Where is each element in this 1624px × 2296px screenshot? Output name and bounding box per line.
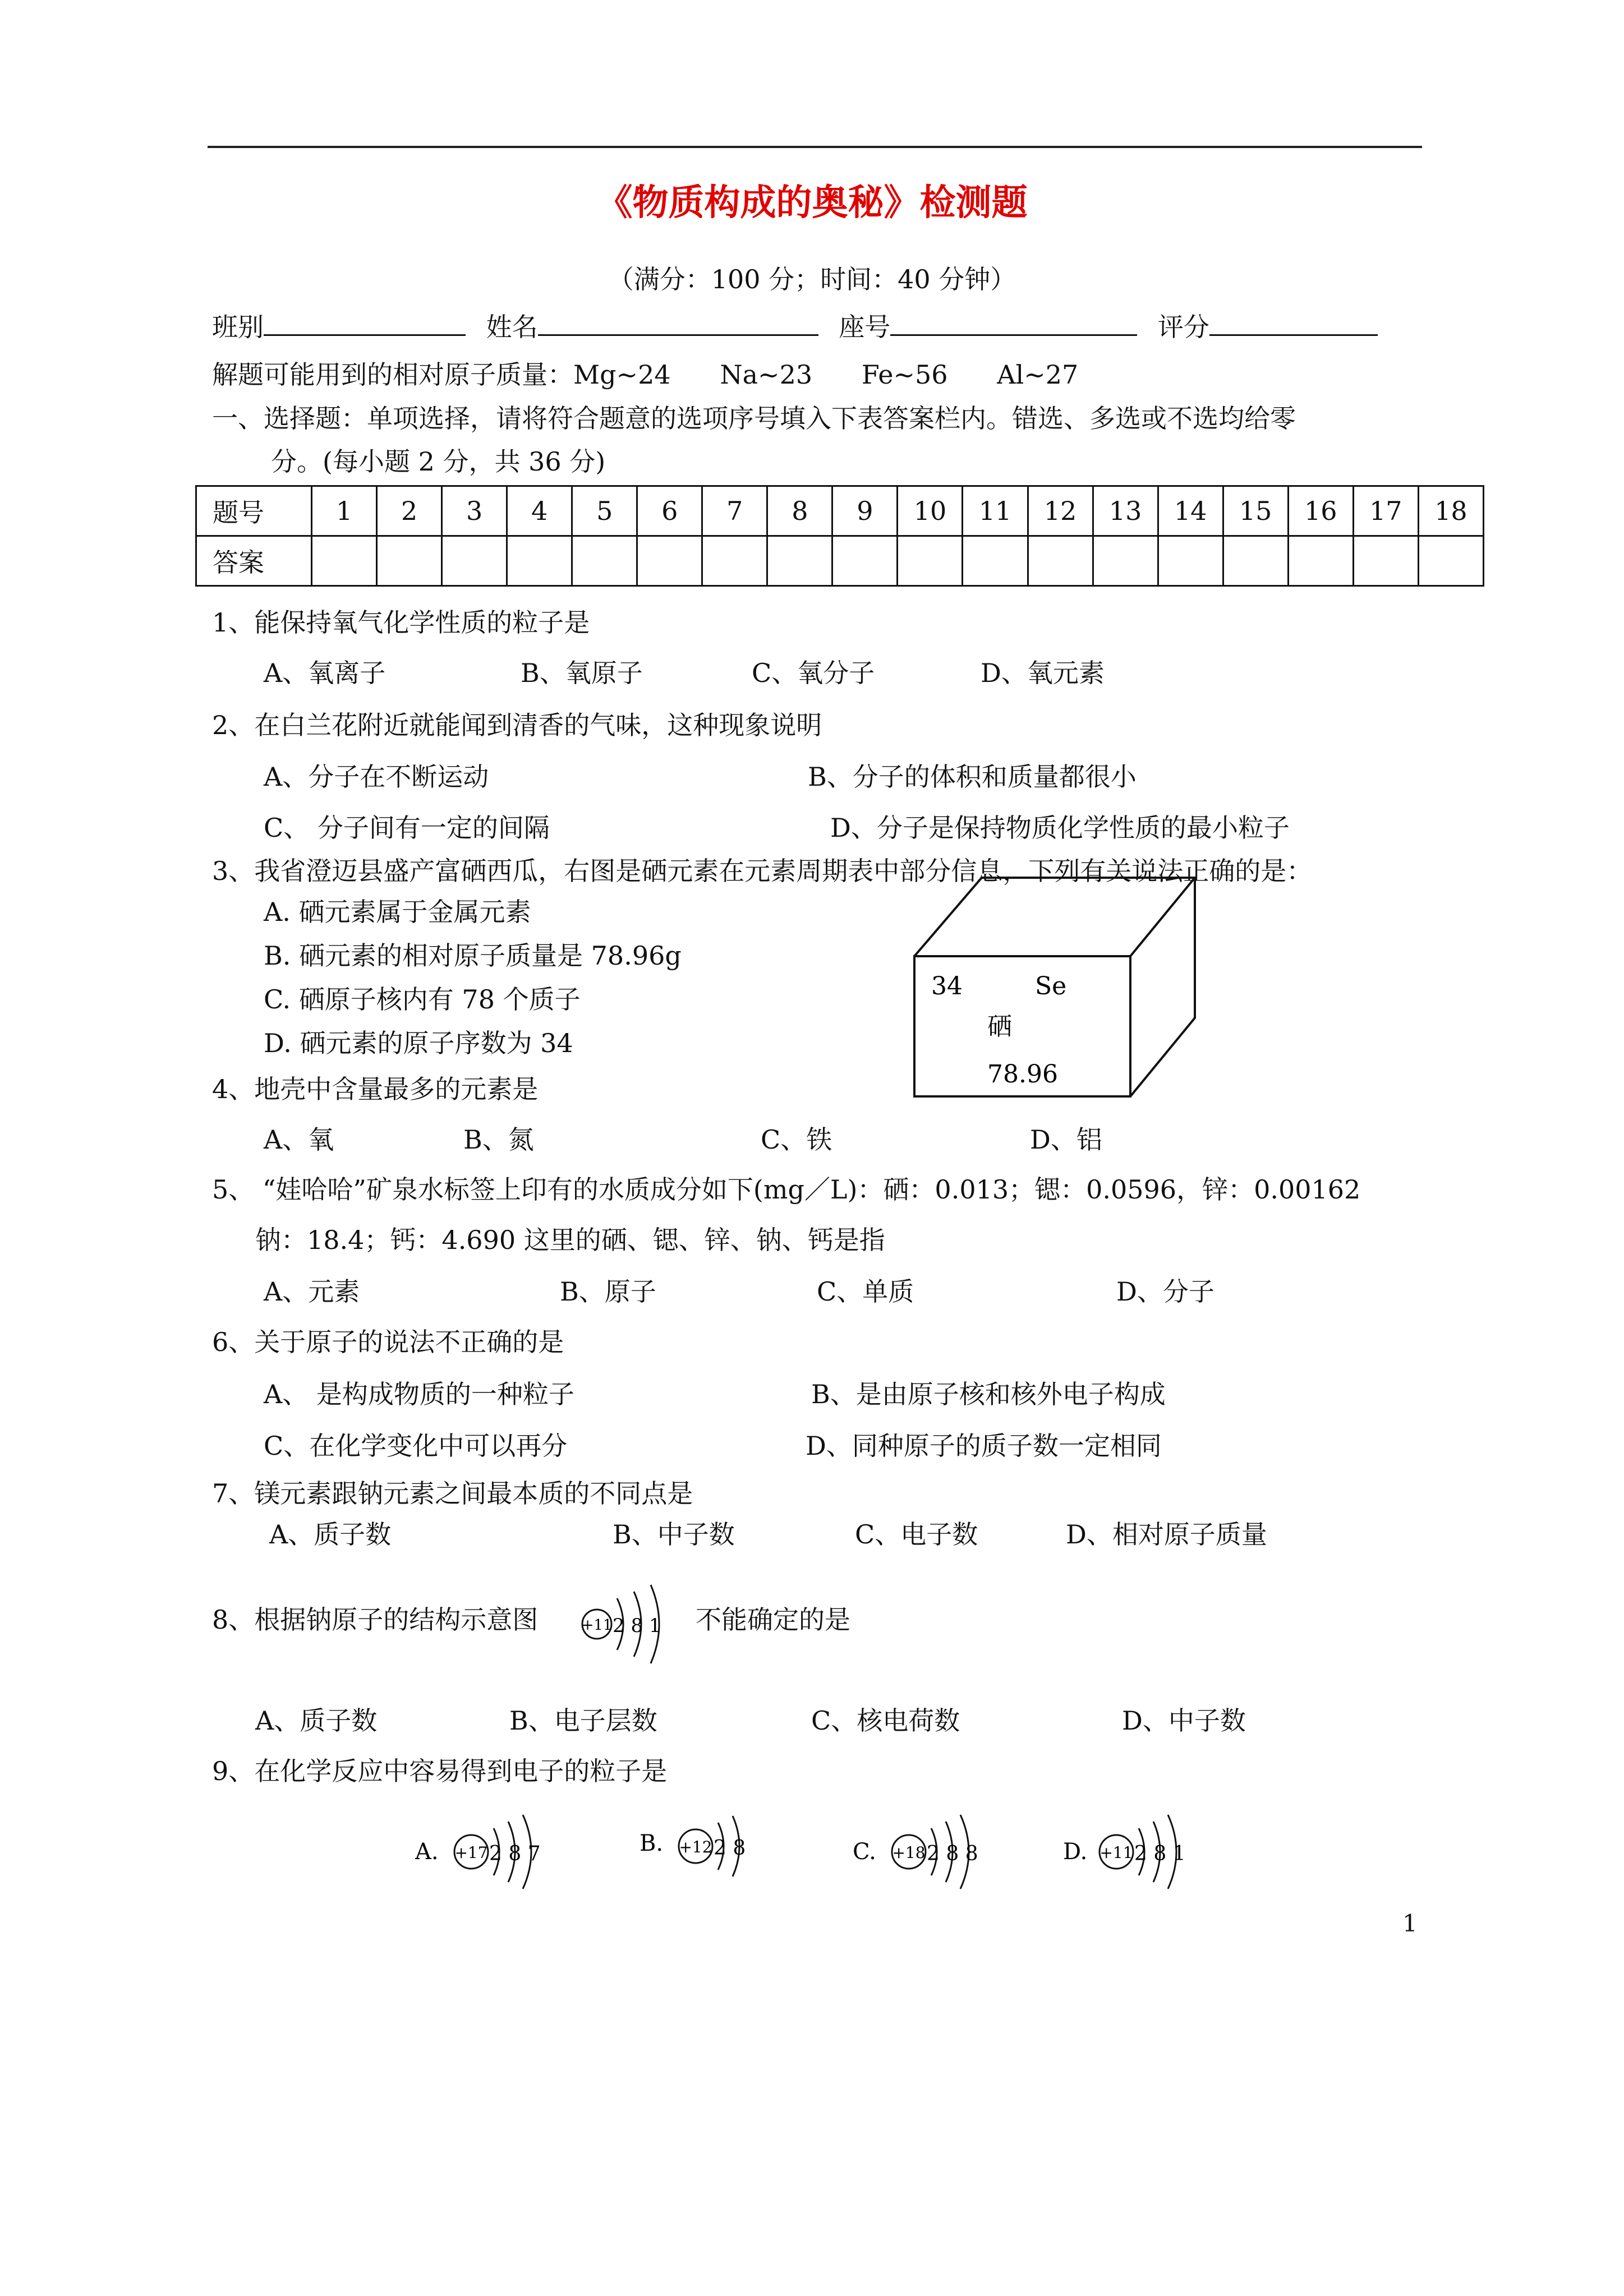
answer-table-number-row	[196, 486, 1484, 536]
q2-option-d[interactable]: D、分子是保持物质化学性质的最小粒子	[830, 813, 1290, 843]
q6-option-c[interactable]: C、在化学变化中可以再分	[264, 1431, 568, 1461]
question-1-stem: 1、能保持氧气化学性质的粒子是	[212, 607, 590, 638]
question-7-stem: 7、镁元素跟钠元素之间最本质的不同点是	[212, 1478, 693, 1509]
student-info-row	[212, 311, 1378, 343]
q2-option-c[interactable]: C、 分子间有一定的间隔	[264, 813, 550, 843]
q5-option-b[interactable]: B、原子	[560, 1276, 656, 1307]
option-a-shells: 2 8 7	[489, 1842, 541, 1865]
q4-option-a[interactable]: A、氧	[264, 1124, 334, 1155]
option-b-shells: 2 8	[714, 1837, 746, 1860]
question-number-cell: 2	[377, 486, 442, 536]
question-number-cell: 3	[442, 486, 507, 536]
answer-cell[interactable]	[702, 536, 767, 586]
q5-option-d[interactable]: D、分子	[1116, 1276, 1214, 1307]
seat-label: 座号	[839, 312, 891, 342]
q2-option-b[interactable]: B、分子的体积和质量都很小	[808, 762, 1137, 792]
q9-option-b-diagram[interactable]	[640, 1816, 746, 1877]
option-d-label: D.	[1063, 1839, 1088, 1865]
q3-option-a[interactable]: A. 硒元素属于金属元素	[264, 897, 531, 927]
seat-blank[interactable]	[890, 312, 1137, 336]
question-2-stem: 2、在白兰花附近就能闻到清香的气味，这种现象说明	[212, 710, 822, 740]
question-5-stem: 5、 “娃哈哈”矿泉水标签上印有的水质成分如下(mg／L)：硒：0.013；锶：0.0596，锌：0.00162	[212, 1174, 1361, 1205]
q2-option-a[interactable]: A、分子在不断运动	[264, 762, 489, 792]
question-number-cell: 4	[507, 486, 572, 536]
question-5-stem-continued: 钠：18.4；钙：4.690 这里的硒、锶、锌、钠、钙是指	[255, 1225, 885, 1255]
question-number-cell: 17	[1353, 486, 1418, 536]
q5-option-c[interactable]: C、单质	[817, 1276, 914, 1307]
shell-electrons: 2 8 1	[613, 1615, 661, 1637]
option-c-label: C.	[853, 1839, 876, 1865]
option-d-shells: 2 8 1	[1134, 1842, 1186, 1865]
q6-option-b[interactable]: B、是由原子核和核外电子构成	[811, 1379, 1166, 1409]
question-number-cell: 15	[1223, 486, 1288, 536]
q1-option-c[interactable]: C、氧分子	[752, 658, 875, 688]
option-c-nucleus: +18	[892, 1843, 926, 1862]
question-number-cell: 5	[572, 486, 637, 536]
question-number-cell: 16	[1288, 486, 1353, 536]
answer-cell[interactable]	[1418, 536, 1483, 586]
q1-option-a[interactable]: A、氧离子	[264, 658, 386, 688]
answer-cell[interactable]	[1158, 536, 1223, 586]
answer-cell[interactable]	[637, 536, 702, 586]
question-number-cell: 7	[702, 486, 767, 536]
q8-option-d[interactable]: D、中子数	[1122, 1705, 1246, 1736]
answer-table-answer-row	[196, 536, 1484, 586]
question-6-stem: 6、关于原子的说法不正确的是	[212, 1327, 564, 1357]
question-8-stem: 8、根据钠原子的结构示意图	[212, 1605, 539, 1635]
class-label: 班别	[212, 312, 264, 342]
name-label: 姓名	[486, 312, 538, 342]
page-title: 《物质构成的奥秘》检测题	[596, 182, 1028, 224]
question-number-cell: 11	[963, 486, 1028, 536]
answer-cell[interactable]	[1093, 536, 1158, 586]
selenium-element-card	[909, 866, 1200, 1102]
element-name: 硒	[987, 1012, 1012, 1041]
q4-option-d[interactable]: D、铝	[1030, 1124, 1102, 1155]
score-label: 评分	[1157, 312, 1209, 342]
question-number-cell: 8	[767, 486, 832, 536]
answer-cell[interactable]	[572, 536, 637, 586]
answer-cell[interactable]	[442, 536, 507, 586]
q8-option-c[interactable]: C、核电荷数	[811, 1705, 960, 1736]
name-blank[interactable]	[538, 312, 818, 336]
atomic-number: 34	[931, 972, 963, 1001]
q7-option-c[interactable]: C、电子数	[855, 1519, 978, 1550]
answer-cell[interactable]	[1353, 536, 1418, 586]
section1-instructions: 一、选择题：单项选择，请将符合题意的选项序号填入下表答案栏内。错选、多选或不选均给零	[212, 403, 1296, 434]
option-a-nucleus: +17	[454, 1843, 488, 1862]
q7-option-a[interactable]: A、质子数	[269, 1519, 392, 1550]
answer-cell[interactable]	[963, 536, 1028, 586]
q8-option-b[interactable]: B、电子层数	[509, 1705, 657, 1736]
exam-subtitle: （满分：100 分；时间：40 分钟）	[608, 264, 1016, 294]
question-number-cell: 1	[312, 486, 377, 536]
option-b-nucleus: +12	[679, 1838, 712, 1856]
question-number-cell: 14	[1158, 486, 1223, 536]
atomic-mass: 78.96	[987, 1060, 1058, 1089]
answer-cell[interactable]	[312, 536, 377, 586]
answer-cell[interactable]	[507, 536, 572, 586]
question-number-cell: 13	[1093, 486, 1158, 536]
page-number: 1	[1402, 1910, 1418, 1937]
answer-cell[interactable]	[832, 536, 898, 586]
question-number-cell: 10	[898, 486, 963, 536]
row-header-number: 题号	[196, 486, 312, 536]
option-b-label: B.	[640, 1831, 664, 1856]
q3-option-d[interactable]: D. 硒元素的原子序数为 34	[264, 1028, 573, 1058]
score-blank[interactable]	[1209, 312, 1378, 336]
q4-option-c[interactable]: C、铁	[761, 1124, 832, 1155]
question-number-cell: 12	[1028, 486, 1093, 536]
answer-cell[interactable]	[1028, 536, 1093, 586]
answer-cell[interactable]	[1288, 536, 1353, 586]
q6-option-a[interactable]: A、 是构成物质的一种粒子	[264, 1379, 574, 1409]
option-c-shells: 2 8 8	[927, 1842, 978, 1865]
q9-option-d-diagram[interactable]	[1063, 1815, 1186, 1889]
answer-table	[195, 485, 1484, 587]
question-9-stem: 9、在化学反应中容易得到电子的粒子是	[212, 1756, 668, 1786]
q4-option-b[interactable]: B、氮	[463, 1124, 534, 1155]
nucleus-charge: +11	[581, 1617, 613, 1634]
q5-option-a[interactable]: A、元素	[264, 1276, 360, 1307]
question-number-cell: 9	[832, 486, 898, 536]
question-number-cell: 18	[1418, 486, 1483, 536]
question-3-stem: 3、我省澄迈县盛产富硒西瓜，右图是硒元素在元素周期表中部分信息，下列有关说法正确的是：	[212, 856, 1313, 886]
class-blank[interactable]	[264, 312, 466, 336]
answer-cell[interactable]	[1223, 536, 1288, 586]
option-a-label: A.	[415, 1839, 439, 1865]
question-number-cell: 6	[637, 486, 702, 536]
q9-atom-diagrams	[415, 1806, 1212, 1896]
question-8-stem-end: 不能确定的是	[696, 1605, 850, 1635]
q3-option-b[interactable]: B. 硒元素的相对原子质量是 78.96g	[264, 940, 682, 971]
atomic-masses-line: 解题可能用到的相对原子质量：Mg~24 Na~23 Fe~56 Al~27	[212, 359, 1079, 390]
question-4-stem: 4、地壳中含量最多的元素是	[212, 1074, 539, 1104]
option-d-nucleus: +11	[1099, 1843, 1133, 1862]
q7-option-b[interactable]: B、中子数	[613, 1519, 735, 1550]
section1-scoring: 分。(每小题 2 分，共 36 分)	[271, 446, 606, 477]
q8-option-a[interactable]: A、质子数	[255, 1705, 378, 1736]
answer-cell[interactable]	[767, 536, 832, 586]
q3-option-c[interactable]: C. 硒原子核内有 78 个质子	[264, 984, 581, 1015]
row-header-answer: 答案	[196, 536, 312, 586]
q9-option-a-diagram[interactable]	[415, 1815, 541, 1889]
q1-option-d[interactable]: D、氧元素	[981, 658, 1105, 688]
q6-option-d[interactable]: D、同种原子的质子数一定相同	[806, 1431, 1162, 1461]
sodium-atom-structure-diagram	[578, 1576, 684, 1671]
answer-cell[interactable]	[377, 536, 442, 586]
top-rule	[208, 146, 1422, 148]
q1-option-b[interactable]: B、氧原子	[521, 658, 643, 688]
q7-option-d[interactable]: D、相对原子质量	[1066, 1519, 1267, 1550]
q9-option-c-diagram[interactable]	[853, 1815, 978, 1889]
answer-cell[interactable]	[898, 536, 963, 586]
element-symbol: Se	[1035, 972, 1067, 1001]
